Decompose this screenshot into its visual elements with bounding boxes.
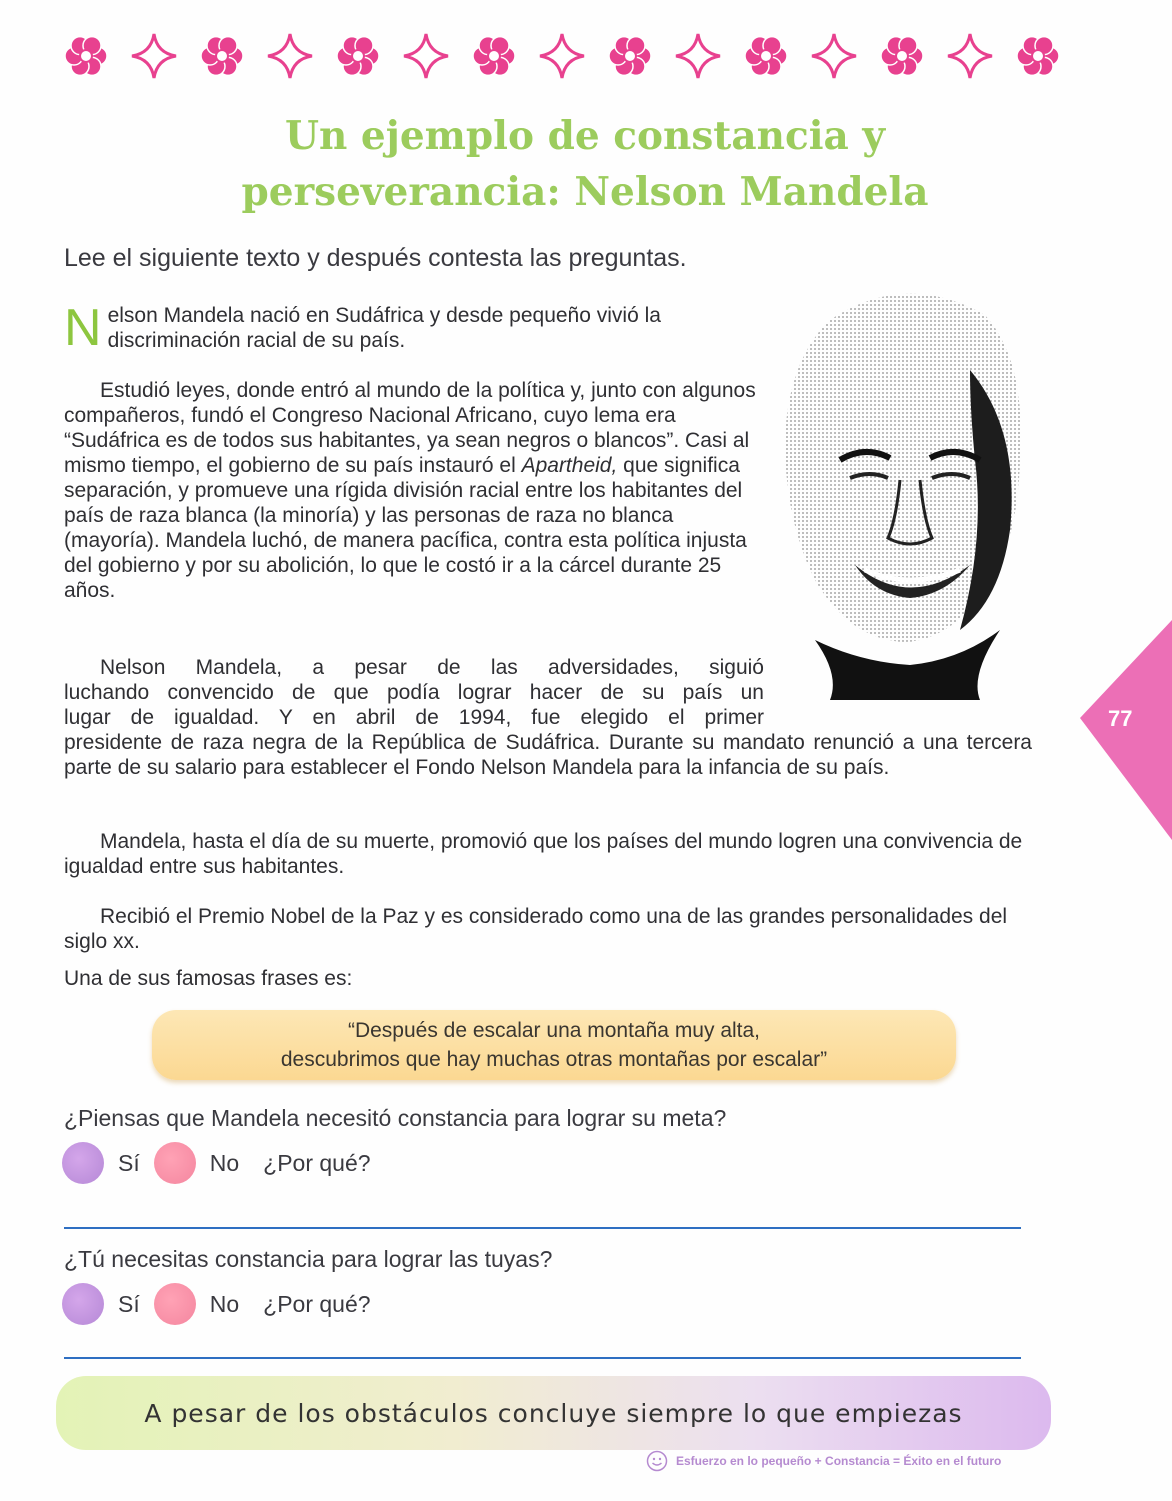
sparkle-icon (402, 32, 450, 80)
question-2: ¿Tú necesitas constancia para lograr las tuyas? (64, 1246, 553, 1272)
flower-icon (470, 32, 518, 80)
answer-options-1 (62, 1142, 371, 1184)
quote-line-2: descubrimos que hay muchas otras montañas por escalar” (280, 1048, 828, 1071)
instruction-text: Lee el siguiente texto y después contesta las preguntas. (64, 244, 687, 272)
flower-icon (334, 32, 382, 80)
smiley-icon (646, 1450, 668, 1472)
apartheid-term: Apartheid, (521, 454, 618, 477)
answer-line-1[interactable] (64, 1227, 1021, 1229)
paragraph-3-rest: presidente de raza negra de la República de Sudáfrica. Durante su mandato renunció a una tercera parte de su salario para establecer el Fondo Nelson Mandela para la infancia de su país. (64, 731, 1032, 779)
paragraph-3 (64, 655, 1032, 780)
motto-banner: A pesar de los obstáculos concluye siempre lo que empiezas (56, 1376, 1051, 1450)
paragraph-1-text: elson Mandela nació en Sudáfrica y desde pequeño vivió la discriminación racial de su país. (107, 304, 661, 352)
sparkle-icon (266, 32, 314, 80)
flower-icon (62, 32, 110, 80)
page-number: 77 (1108, 706, 1133, 731)
yes-radio-2[interactable] (62, 1283, 104, 1325)
footer-slogan (646, 1450, 1001, 1472)
yes-label-1: Sí (118, 1149, 140, 1176)
sparkle-icon (538, 32, 586, 80)
sparkle-icon (130, 32, 178, 80)
no-label-1: No (209, 1149, 240, 1176)
portrait-illustration (770, 280, 1040, 700)
why-label-1: ¿Por qué? (263, 1149, 371, 1176)
no-radio-1[interactable] (154, 1142, 196, 1184)
drop-cap: N (64, 299, 102, 357)
flower-icon (198, 32, 246, 80)
paragraph-3-line-1: Nelson Mandela, a pesar de las adversidades, siguió (100, 656, 764, 679)
paragraph-2 (64, 378, 764, 603)
flower-icon (742, 32, 790, 80)
flower-icon (878, 32, 926, 80)
paragraph-2-text-b: que significa separación, y promueve una rígida división racial entre los habitantes del país de raza blanca (la minoría) y las personas de raza no blanca (mayoría). Mandela luchó, de manera pacífica, contra esta política injusta del gobierno y por su abolición, lo que le costó ir a la cárcel durante 25 años. (64, 454, 747, 602)
paragraph-1 (64, 299, 704, 357)
answer-line-2[interactable] (64, 1357, 1021, 1359)
sparkle-icon (946, 32, 994, 80)
yes-radio-1[interactable] (62, 1142, 104, 1184)
flower-icon (1014, 32, 1062, 80)
footer-text: Esfuerzo en lo pequeño + Constancia = Éxito en el futuro (676, 1454, 1002, 1468)
decorative-border (62, 28, 1062, 84)
title-line-2: perseverancia: Nelson Mandela (241, 169, 929, 215)
paragraph-3-line-3: lugar de igualdad. Y en abril de 1994, fue elegido el primer (64, 706, 764, 729)
paragraph-4: Mandela, hasta el día de su muerte, promovió que los países del mundo logren una convivencia de igualdad entre sus habitantes. (64, 830, 1023, 878)
quote-intro: Una de sus famosas frases es: (64, 967, 353, 990)
question-1: ¿Piensas que Mandela necesitó constancia para lograr su meta? (64, 1105, 727, 1131)
sparkle-icon (810, 32, 858, 80)
quote-line-1: “Después de escalar una montaña muy alta, (347, 1019, 761, 1042)
page-title (150, 108, 1020, 220)
no-radio-2[interactable] (154, 1283, 196, 1325)
answer-options-2 (62, 1283, 371, 1325)
paragraph-2-text-a: Estudió leyes, donde entró al mundo de la política y, junto con algunos compañeros, fundó el Congreso Nacional Africano, cuyo lema era “Sudáfrica es de todos sus habitantes, ya sean negros o blancos”. Casi al mismo tiempo, el gobierno de su país instauró el (64, 379, 756, 477)
quote-box (152, 1010, 956, 1080)
title-line-1: Un ejemplo de constancia y (284, 113, 886, 159)
paragraph-3-line-2: luchando convencido de que podía lograr hacer de su país un (64, 681, 764, 704)
no-label-2: No (209, 1290, 240, 1317)
yes-label-2: Sí (118, 1290, 140, 1317)
sparkle-icon (674, 32, 722, 80)
paragraph-5: Recibió el Premio Nobel de la Paz y es considerado como una de las grandes personalidades del siglo xx. (64, 905, 1008, 953)
why-label-2: ¿Por qué? (263, 1290, 371, 1317)
flower-icon (606, 32, 654, 80)
